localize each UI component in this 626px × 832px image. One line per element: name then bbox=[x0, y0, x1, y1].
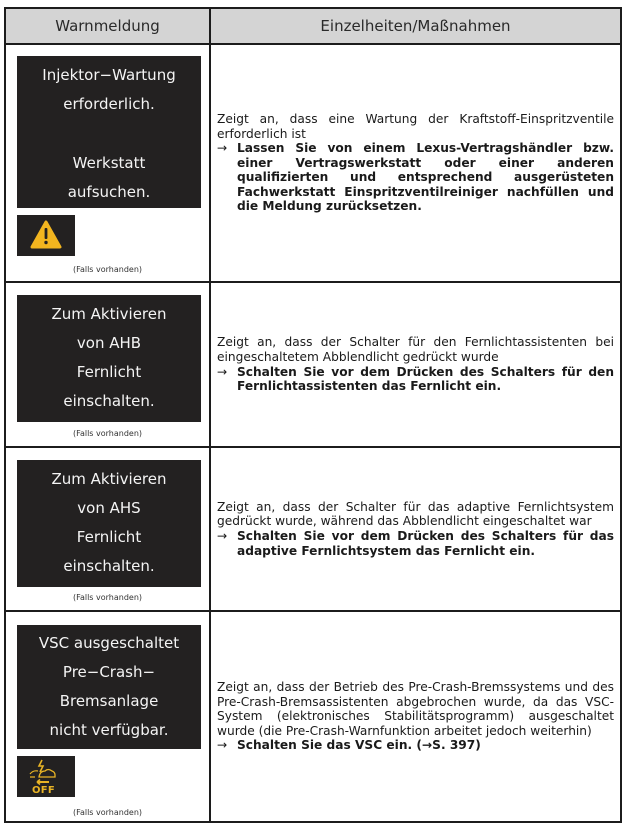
message-line: Bremsanlage bbox=[59, 692, 159, 710]
details-cell bbox=[211, 448, 620, 610]
warning-cell bbox=[6, 448, 209, 610]
pre-crash-off-icon bbox=[17, 756, 75, 797]
message-line: Fernlicht bbox=[76, 363, 142, 381]
display-message bbox=[17, 56, 201, 208]
arrow-icon: → bbox=[217, 364, 228, 379]
message-line: Werkstatt bbox=[72, 154, 146, 172]
warning-triangle-icon bbox=[17, 215, 75, 256]
description-text: Zeigt an, dass der Schalter für das adaptive Fernlichtsystem gedrückt wurde, während das Abblendlicht eingeschaltet war bbox=[217, 499, 614, 529]
display-message bbox=[17, 625, 201, 749]
warning-cell bbox=[6, 612, 209, 821]
availability-note: (Falls vorhanden) bbox=[72, 429, 143, 438]
message-line: VSC ausgeschaltet bbox=[38, 634, 180, 652]
action-text: Schalten Sie vor dem Drücken des Schalters für das adaptive Fernlichtsystem das Fernlicht ein. bbox=[237, 529, 614, 558]
details-cell bbox=[211, 612, 620, 821]
arrow-icon: → bbox=[217, 529, 228, 543]
action-text: Schalten Sie vor dem Drücken des Schalters für den Fernlichtassistenten das Fernlicht ein. bbox=[237, 364, 614, 394]
message-line: Pre−Crash− bbox=[62, 663, 156, 681]
warning-cell bbox=[6, 45, 209, 281]
header-warnmeldung: Warnmeldung bbox=[55, 17, 160, 35]
header-einzelheiten: Einzelheiten/Maßnahmen bbox=[320, 17, 511, 35]
arrow-icon: → bbox=[217, 141, 228, 156]
message-line: Zum Aktivieren bbox=[51, 470, 167, 488]
description-text: Zeigt an, dass eine Wartung der Kraftstoff-Einspritzventile erforderlich ist bbox=[217, 111, 614, 141]
message-line: einschalten. bbox=[63, 557, 155, 575]
details-cell bbox=[211, 283, 620, 446]
display-message bbox=[17, 295, 201, 422]
message-line: einschalten. bbox=[63, 392, 155, 410]
warning-cell bbox=[6, 283, 209, 446]
description-text: Zeigt an, dass der Betrieb des Pre-Crash-Bremssystems und des Pre-Crash-Bremsassistenten abgebrochen wurde, da das VSC-System (elektronisches Stabilitätsprogramm) ausgeschaltet wurde (die Pre-Crash-Warnfunktion arbeitet jedoch weiterhin) bbox=[217, 680, 614, 738]
message-line: Fernlicht bbox=[76, 528, 142, 546]
off-label: OFF bbox=[32, 785, 56, 796]
description-text: Zeigt an, dass der Schalter für den Fernlichtassistenten bei eingeschaltetem Abblendlicht gedrückt wurde bbox=[217, 335, 614, 364]
message-line: Injektor−Wartung bbox=[42, 66, 176, 84]
message-line: nicht verfügbar. bbox=[49, 721, 169, 739]
arrow-icon: → bbox=[217, 738, 228, 753]
display-message bbox=[17, 460, 201, 587]
message-line: aufsuchen. bbox=[67, 183, 151, 201]
availability-note: (Falls vorhanden) bbox=[72, 808, 143, 817]
message-line: von AHB bbox=[76, 334, 142, 352]
table-row bbox=[6, 283, 620, 446]
availability-note: (Falls vorhanden) bbox=[72, 593, 143, 602]
message-line: erforderlich. bbox=[63, 95, 155, 113]
warning-message-table bbox=[4, 7, 622, 823]
message-line: Zum Aktivieren bbox=[51, 305, 167, 323]
table-row bbox=[6, 45, 620, 281]
table-header bbox=[6, 9, 620, 45]
table-row bbox=[6, 448, 620, 610]
action-text: Schalten Sie das VSC ein. (→S. 397) bbox=[237, 738, 481, 753]
action-text: Lassen Sie von einem Lexus-Vertragshändler bzw. einer Vertragswerkstatt oder einer anderen qualifizierten und entsprechend ausgerüsteten Fachwerkstatt Einspritzventilreiniger nachfüllen und die Meldung zurücksetzen. bbox=[237, 141, 614, 214]
table-row bbox=[6, 612, 620, 821]
message-line: von AHS bbox=[77, 499, 141, 517]
availability-note: (Falls vorhanden) bbox=[72, 265, 143, 274]
details-cell bbox=[211, 45, 620, 281]
